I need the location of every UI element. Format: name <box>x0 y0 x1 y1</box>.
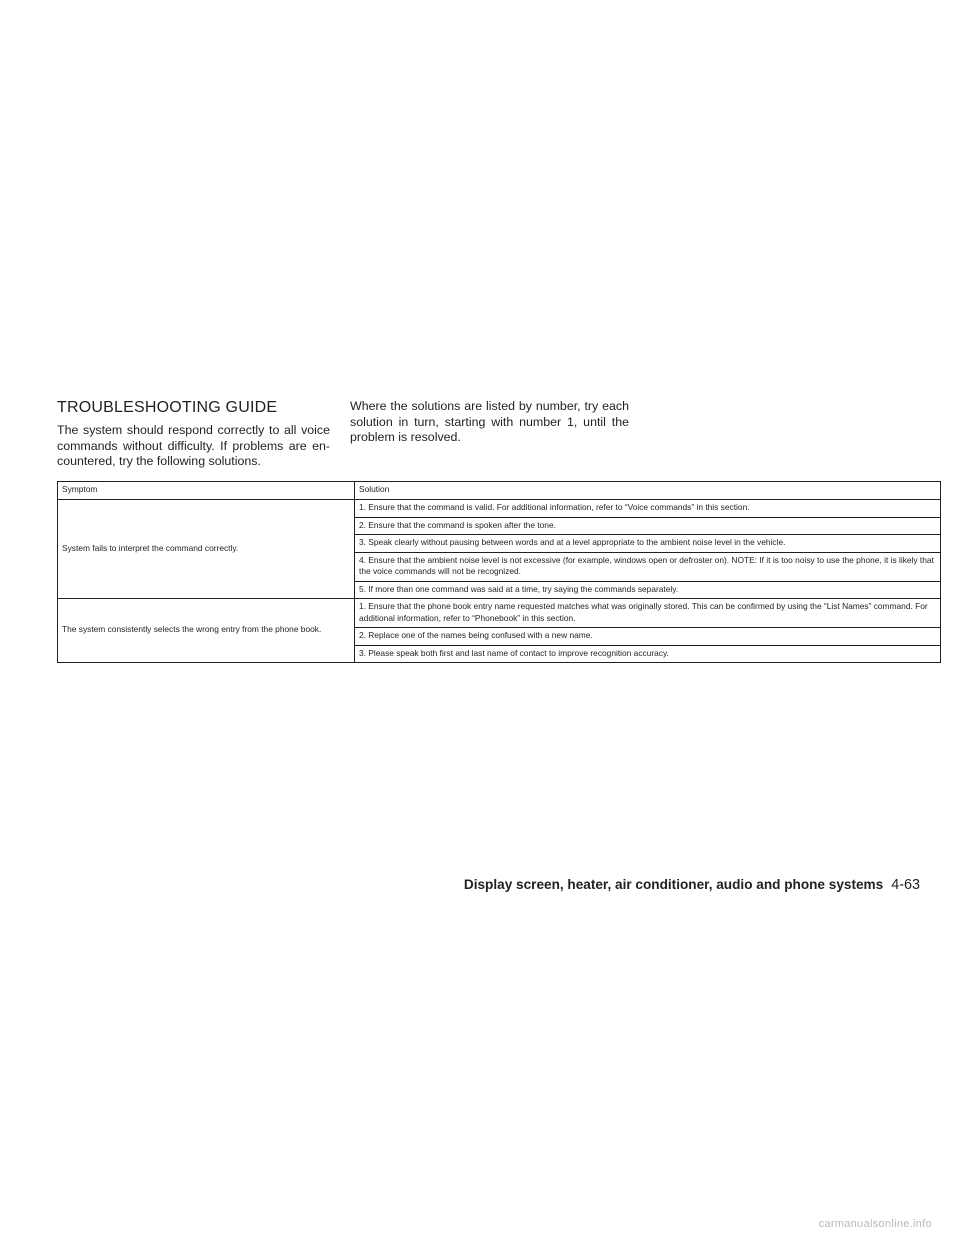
table-header-row <box>58 482 941 500</box>
solution-cell: 2. Replace one of the names being confused with a new name. <box>355 628 941 646</box>
troubleshooting-table <box>57 481 941 663</box>
page-footer <box>464 877 920 893</box>
solution-cell: 1. Ensure that the phone book entry name requested matches what was originally stored. This can be confirmed by using the “List Names” command. For additional information, refer to “Phonebook” in this section. <box>355 599 941 628</box>
header-symptom: Symptom <box>58 482 355 500</box>
table-row <box>58 599 941 628</box>
solution-cell: 3. Speak clearly without pausing between words and at a level appropriate to the ambient noise level in the vehicle. <box>355 535 941 553</box>
symptom-cell: System fails to interpret the command correctly. <box>58 500 355 599</box>
solution-cell: 1. Ensure that the command is valid. For additional information, refer to “Voice commands” in this section. <box>355 500 941 518</box>
page-number: 4-63 <box>891 877 920 893</box>
solution-cell: 4. Ensure that the ambient noise level is not excessive (for example, windows open or defroster on). NOTE: If it is too noisy to use the phone, it is likely that the voice commands will not be recognized. <box>355 552 941 581</box>
solution-cell: 2. Ensure that the command is spoken after the tone. <box>355 517 941 535</box>
watermark-text: carmanualsonline.info <box>818 1218 932 1230</box>
footer-section-title: Display screen, heater, air conditioner, audio and phone systems <box>463 877 884 892</box>
symptom-cell: The system consistently selects the wrong entry from the phone book. <box>58 599 355 663</box>
solution-cell: 3. Please speak both first and last name of contact to improve recognition accuracy. <box>355 645 941 663</box>
intro-paragraph-right: Where the solutions are listed by number, try each solution in turn, starting with number 1, until the problem is resolved. <box>350 399 629 444</box>
table-row <box>58 500 941 518</box>
solution-cell: 5. If more than one command was said at a time, try saying the commands separately. <box>355 581 941 599</box>
header-solution: Solution <box>355 482 941 500</box>
intro-paragraph-left: The system should respond correctly to all voice commands without difficulty. If problems are en-countered, try the following solutions. <box>57 423 330 468</box>
section-heading: TROUBLESHOOTING GUIDE <box>57 399 278 416</box>
